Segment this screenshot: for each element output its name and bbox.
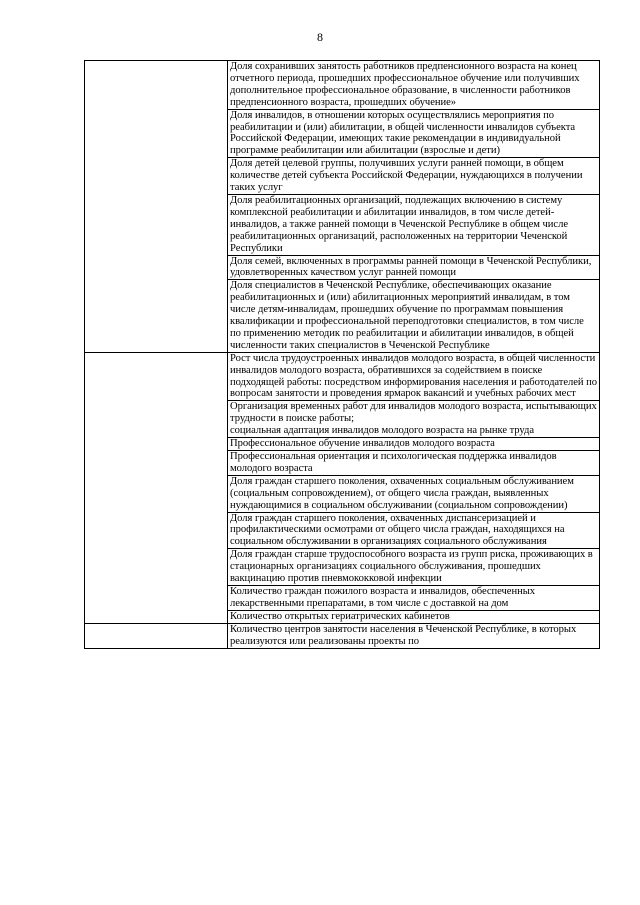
table-cell-empty xyxy=(85,352,228,623)
indicator-text: Доля реабилитационных организаций, подлежащих включению в систему комплексной реабилитации и абилитации инвалидов, в том числе детей-инвалидов, а также ранней помощи в Чеченской Республике в общем числе реабилитационных организаций, расположенных на территории Чеченской Республики xyxy=(230,194,568,254)
indicator-text: Профессиональная ориентация и психологическая поддержка инвалидов молодого возраста xyxy=(230,451,557,474)
indicator-text: Количество центров занятости населения в Чеченской Республике, в которых реализуются или реализованы проекты по xyxy=(230,623,577,647)
indicator-divider xyxy=(228,475,599,512)
indicator-divider xyxy=(228,109,599,158)
indicator-text: Организация временных работ для инвалидов молодого возраста, испытывающих трудности в поиске работы; социальная адаптация инвалидов молодого возраста на рынке труда xyxy=(230,401,597,437)
indicator-text: Количество граждан пожилого возраста и инвалидов, обеспеченных лекарственными препаратами, в том числе с доставкой на дом xyxy=(230,585,536,609)
indicator-divider xyxy=(228,585,599,610)
indicator-divider xyxy=(228,157,599,194)
table-cell-indicators xyxy=(228,623,600,648)
table-row xyxy=(85,352,600,623)
indicator-text: Доля граждан старшего поколения, охваченных диспансеризацией и профилактическими осмотрами от общего числа граждан, находящихся на социальном обслуживании в организациях социального обслуживания xyxy=(230,512,565,548)
indicator-divider xyxy=(228,400,599,437)
indicator-text: Доля семей, включенных в программы ранней помощи в Чеченской Республики, удовлетворенных качеством услуг ранней помощи xyxy=(230,255,592,279)
indicator-divider xyxy=(228,194,599,255)
indicator-text: Рост числа трудоустроенных инвалидов молодого возраста, в общей численности инвалидов молодого возраста, обратившихся за содействием в поиске подходящей работы: посредством информирования населения и работодателей по вопросам занятости и проведения ярмарок вакансий и учебных рабочих мест xyxy=(230,352,597,400)
indicator-text: Доля сохранивших занятость работников предпенсионного возраста на конец отчетного периода, прошедших профессиональное обучение или получивших дополнительное профессиональное образование, в численности работников предпенсионного возраста, прошедших обучение» xyxy=(230,61,580,108)
indicator-divider xyxy=(228,437,599,450)
indicators-table xyxy=(84,60,600,649)
table-cell-empty xyxy=(85,61,228,353)
table-cell-indicators xyxy=(228,61,600,353)
table-cell-empty xyxy=(85,623,228,648)
indicator-text: Доля граждан старшего поколения, охваченных социальным обслуживанием (социальным сопровождением), от общего числа граждан, выявленных нуждающимися в социальном обслуживании (социальном сопровождении) xyxy=(230,475,574,511)
table-cell-indicators xyxy=(228,352,600,623)
indicator-divider xyxy=(228,255,599,280)
indicator-text: Количество открытых гериатрических кабинетов xyxy=(230,610,450,622)
indicator-divider xyxy=(228,548,599,585)
indicator-divider xyxy=(228,610,599,623)
indicator-text: Доля инвалидов, в отношении которых осуществлялись мероприятия по реабилитации и (или) абилитации, в общей численности инвалидов субъекта Российской Федерации, имеющих такие рекомендации в индивидуальной программе реабилитации или абилитации (взрослые и дети) xyxy=(230,109,576,157)
table-row xyxy=(85,623,600,648)
page-number: 8 xyxy=(317,30,323,44)
indicator-text: Доля специалистов в Чеченской Республике, обеспечивающих оказание реабилитационных и (или) абилитационных мероприятий инвалидам, в том числе детям-инвалидам, прошедших обучение по программам повышения квалификации и профессиональной переподготовки специалистов, в том числе по применению методик по реабилитации и абилитации инвалидов, в общей численности таких специалистов в Чеченской Республике xyxy=(230,280,584,351)
table-row xyxy=(85,61,600,353)
indicator-divider xyxy=(228,450,599,475)
indicator-text: Доля граждан старше трудоспособного возраста из групп риска, проживающих в стационарных организациях социального обслуживания, прошедших вакцинацию против пневмококковой инфекции xyxy=(230,549,593,585)
indicator-divider xyxy=(228,512,599,549)
indicator-divider xyxy=(228,279,599,351)
indicator-text: Профессиональное обучение инвалидов молодого возраста xyxy=(230,438,495,450)
indicator-text: Доля детей целевой группы, получивших услуги ранней помощи, в общем количестве детей субъекта Российской Федерации, нуждающихся в получении таких услуг xyxy=(230,158,583,194)
